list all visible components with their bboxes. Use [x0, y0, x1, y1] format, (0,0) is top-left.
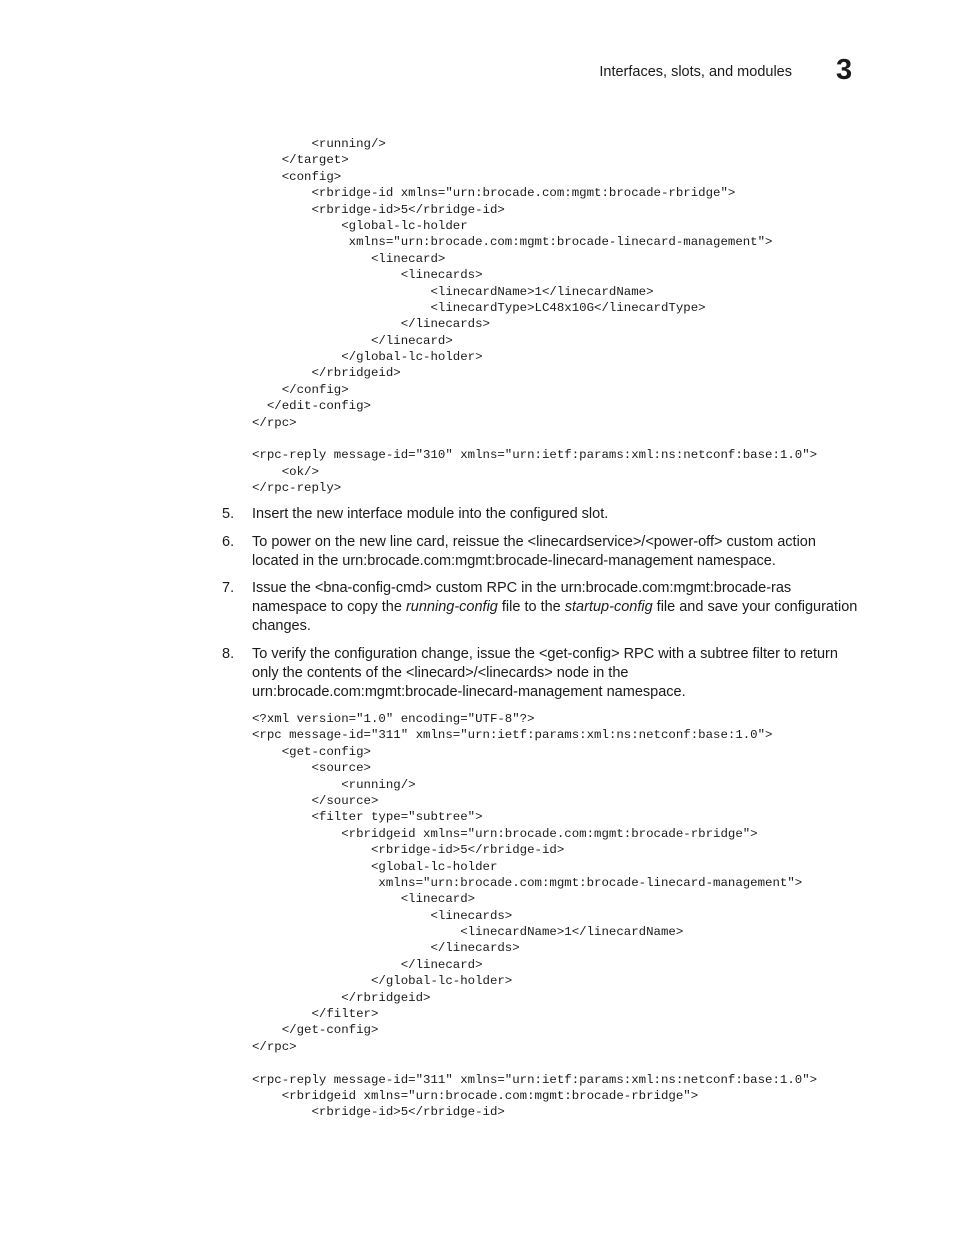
code-line: <rbridge-id xmlns="urn:brocade.com:mgmt:brocade-rbridge"> [252, 186, 736, 201]
step-text [252, 579, 882, 636]
code-line: <global-lc-holder [252, 859, 498, 874]
step-line: located in the urn:brocade.com:mgmt:brocade-linecard-management namespace. [252, 553, 776, 569]
code-line: <linecardName>1</linecardName> [252, 925, 684, 940]
code-line: </source> [252, 793, 379, 808]
step-number: 8. [222, 646, 235, 662]
step-line: only the contents of the <linecard>/<linecards> node in the [252, 665, 629, 681]
code-line: </linecards> [252, 941, 520, 956]
code-line: <linecards> [252, 908, 513, 923]
filename-running-config: running-config [405, 599, 498, 615]
code-line: </target> [252, 153, 349, 168]
code-line [252, 1055, 817, 1071]
code-line: <linecards> [252, 268, 483, 283]
text-run: file to the [497, 599, 565, 615]
code-block-edit-config [252, 136, 817, 497]
code-line: </get-config> [252, 1023, 379, 1038]
step-text [252, 645, 882, 702]
code-line: </linecard> [252, 957, 483, 972]
chapter-number: 3 [836, 54, 853, 86]
code-line: <rbridge-id>5</rbridge-id> [252, 202, 505, 217]
step-line [252, 598, 882, 617]
step-text [252, 505, 882, 524]
code-line: <linecard> [252, 251, 446, 266]
code-line: </rbridgeid> [252, 990, 431, 1005]
code-line: </edit-config> [252, 399, 371, 414]
code-line: <running/> [252, 777, 416, 792]
code-line: <linecardName>1</linecardName> [252, 284, 654, 299]
step-number: 6. [222, 534, 235, 550]
code-line: </linecards> [252, 317, 490, 332]
text-run: file and save your configuration [652, 599, 858, 615]
step-line: urn:brocade.com:mgmt:brocade-linecard-management namespace. [252, 684, 686, 700]
step-line: Issue the <bna-config-cmd> custom RPC in the urn:brocade.com:mgmt:brocade-ras [252, 580, 792, 596]
step-line: changes. [252, 618, 311, 634]
section-title: Interfaces, slots, and modules [599, 64, 792, 80]
code-line: <source> [252, 761, 371, 776]
code-line: <rbridge-id>5</rbridge-id> [252, 1105, 505, 1120]
code-line: <linecardType>LC48x10G</linecardType> [252, 300, 706, 315]
step-line: To verify the configuration change, issue the <get-config> RPC with a subtree filter to return [252, 646, 838, 662]
code-block-get-config [252, 711, 817, 1121]
code-line: </rbridgeid> [252, 366, 401, 381]
code-line: </filter> [252, 1007, 379, 1022]
code-line: <global-lc-holder [252, 218, 468, 233]
step-line: To power on the new line card, reissue the <linecardservice>/<power-off> custom action [252, 534, 816, 550]
step-number: 5. [222, 506, 235, 522]
code-line: xmlns="urn:brocade.com:mgmt:brocade-linecard-management"> [252, 875, 803, 890]
text-run: namespace to copy the [252, 599, 406, 615]
code-line: <ok/> [252, 464, 319, 479]
step-number: 7. [222, 580, 235, 596]
code-line: <rbridgeid xmlns="urn:brocade.com:mgmt:brocade-rbridge"> [252, 1088, 699, 1103]
code-line: </rpc> [252, 415, 297, 430]
code-line: <filter type="subtree"> [252, 810, 483, 825]
code-line: </config> [252, 382, 349, 397]
code-line: </rpc> [252, 1039, 297, 1054]
filename-startup-config: startup-config [564, 599, 653, 615]
code-line: <rbridge-id>5</rbridge-id> [252, 843, 565, 858]
code-line: <rbridgeid xmlns="urn:brocade.com:mgmt:brocade-rbridge"> [252, 826, 758, 841]
code-line: <rpc-reply message-id="310" xmlns="urn:ietf:params:xml:ns:netconf:base:1.0"> [252, 448, 818, 463]
code-line: xmlns="urn:brocade.com:mgmt:brocade-linecard-management"> [252, 235, 773, 250]
code-line: <rpc message-id="311" xmlns="urn:ietf:params:xml:ns:netconf:base:1.0"> [252, 728, 773, 743]
code-line: <config> [252, 169, 342, 184]
code-line: </rpc-reply> [252, 481, 342, 496]
step-text [252, 533, 882, 571]
step-line: Insert the new interface module into the configured slot. [252, 506, 609, 522]
code-line: <running/> [252, 137, 386, 151]
code-line [252, 431, 817, 447]
code-line: <rpc-reply message-id="311" xmlns="urn:ietf:params:xml:ns:netconf:base:1.0"> [252, 1072, 818, 1087]
code-line: <get-config> [252, 744, 371, 759]
code-line: </global-lc-holder> [252, 974, 513, 989]
code-line: <linecard> [252, 892, 476, 907]
code-line: <?xml version="1.0" encoding="UTF-8"?> [252, 712, 535, 726]
code-line: </global-lc-holder> [252, 350, 483, 365]
code-line: </linecard> [252, 333, 453, 348]
